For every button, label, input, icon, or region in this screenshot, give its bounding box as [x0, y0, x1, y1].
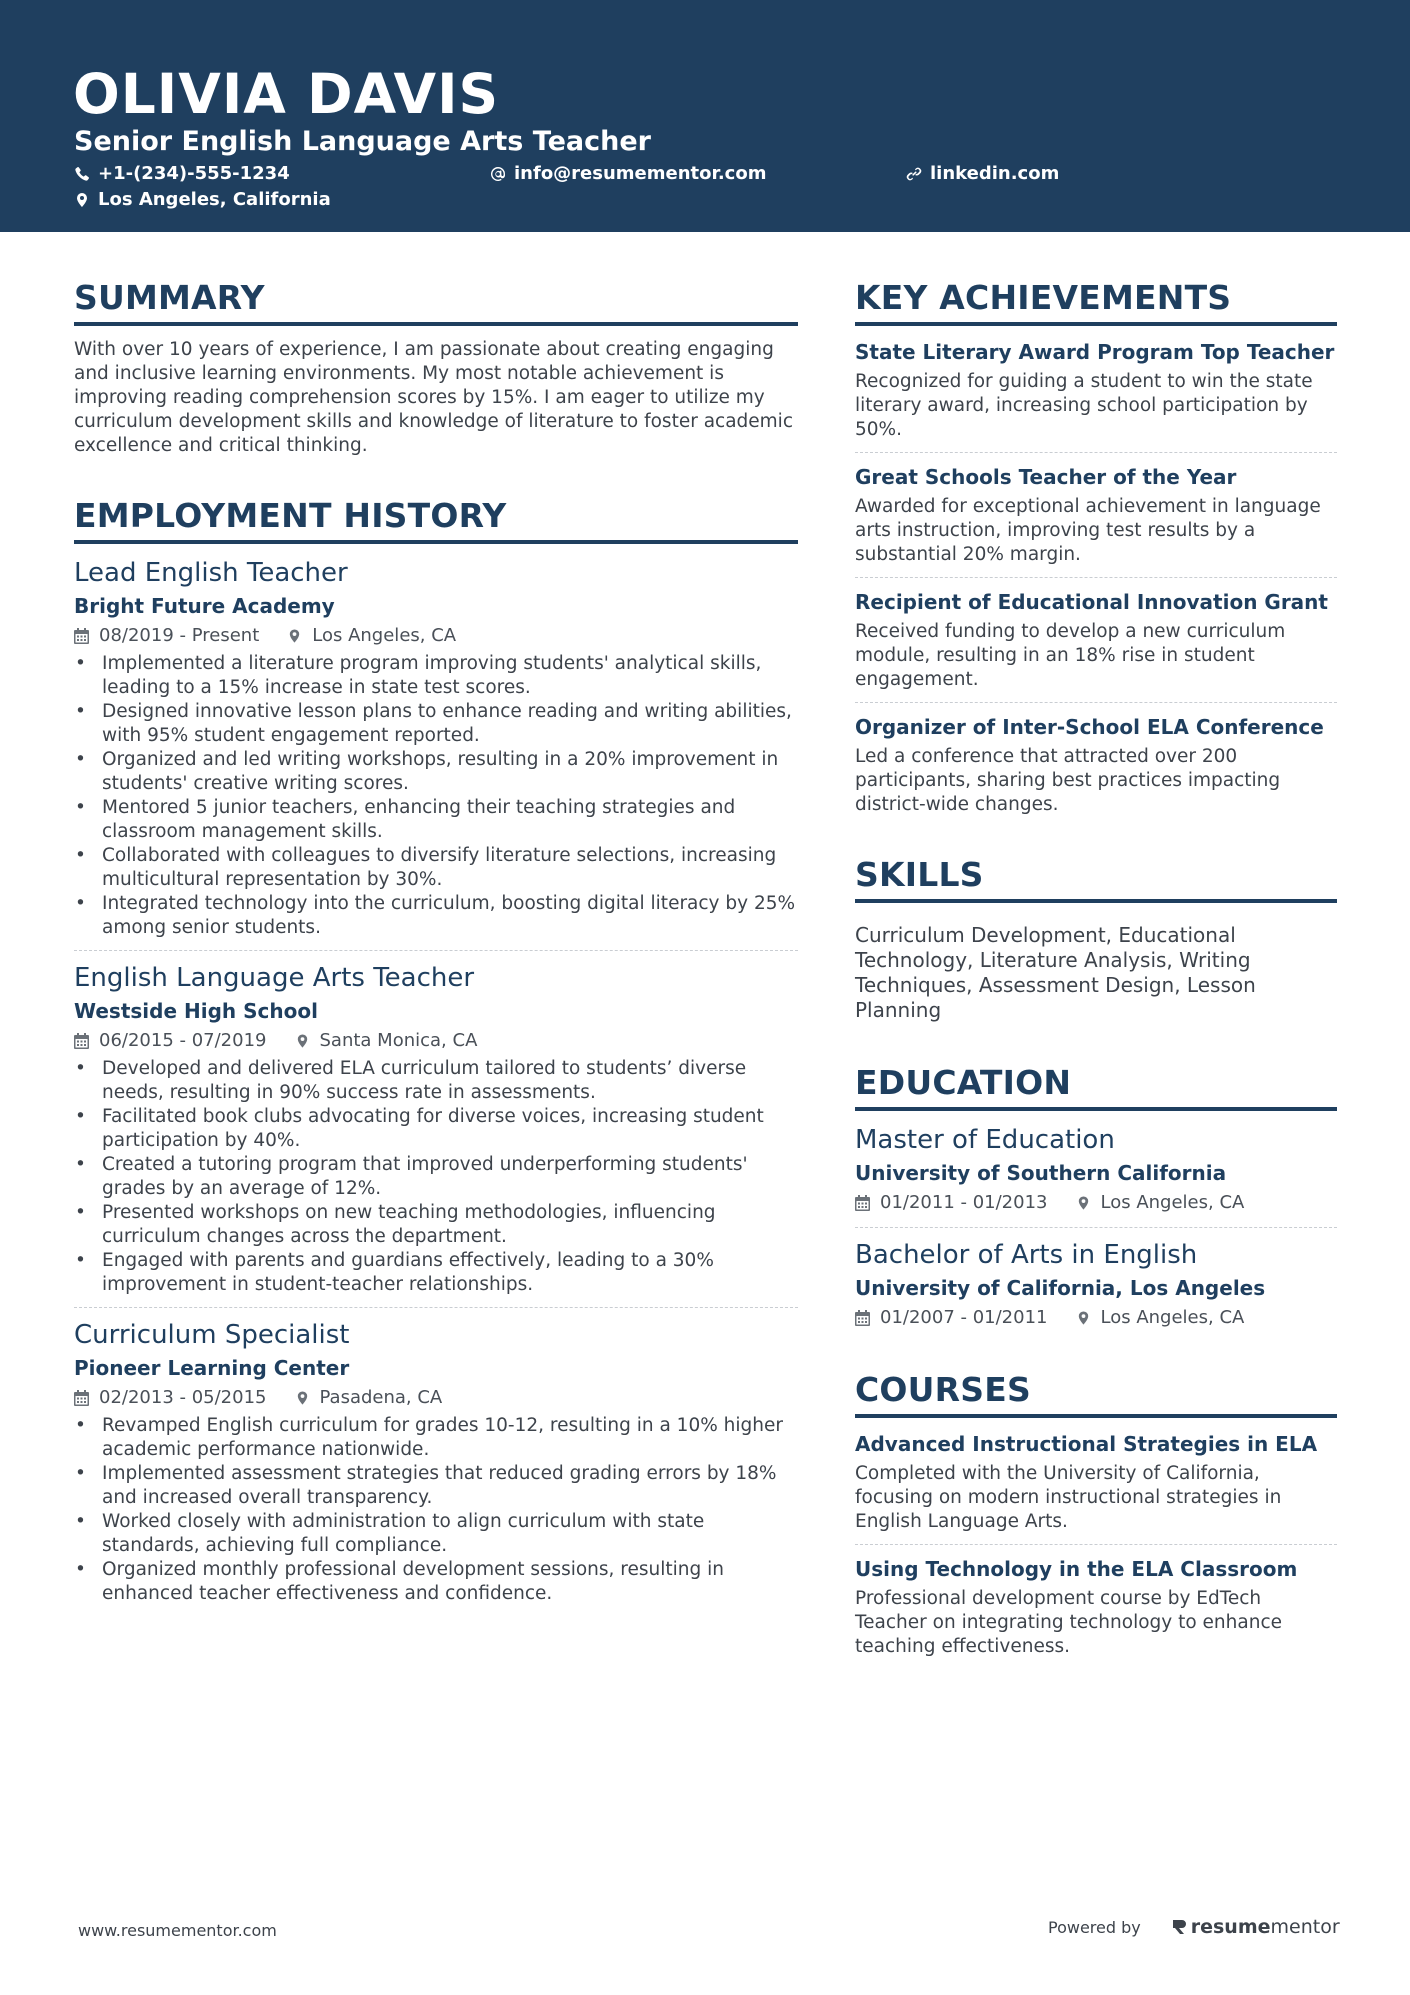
- job-location: Los Angeles, CA: [312, 625, 457, 646]
- education-dates: 01/2011 - 01/2013: [880, 1192, 1048, 1213]
- education-list: [855, 1123, 1337, 1332]
- summary-text: With over 10 years of experience, I am passionate about creating engaging and inclusive learning environments. My most notable achievement is improving reading comprehension scores by 15%. I am eager to utilize my curriculum development skills and knowledge of literature to foster academic excellence and critical thinking.: [74, 339, 793, 456]
- calendar-icon: [74, 628, 89, 644]
- job-meta: [74, 1384, 798, 1412]
- employment-section: [74, 494, 798, 1606]
- calendar-icon: [74, 1390, 89, 1406]
- education-section: [855, 1061, 1337, 1332]
- divider: [855, 577, 1337, 578]
- achievement-desc: Recognized for guiding a student to win the state literary award, increasing school participation by 50%.: [855, 371, 1313, 440]
- school: University of Southern California: [855, 1161, 1227, 1185]
- location-pin-icon: [295, 1390, 310, 1406]
- job-title: Curriculum Specialist: [74, 1320, 350, 1350]
- course-desc: Completed with the University of California, focusing on modern instructional strategies in English Language Arts.: [855, 1463, 1282, 1532]
- left-column: [74, 276, 798, 1606]
- job-dates: 02/2013 - 05/2015: [99, 1387, 267, 1408]
- job-title: English Language Arts Teacher: [74, 963, 475, 993]
- job-dates: 06/2015 - 07/2019: [99, 1030, 267, 1051]
- education-meta: [855, 1189, 1337, 1217]
- achievements-heading: KEY ACHIEVEMENTS: [855, 276, 1337, 326]
- skills-text: Curriculum Development, Educational Technology, Literature Analysis, Writing Techniques, Assessment Design, Lesson Planning: [855, 923, 1256, 1022]
- job-bullet: • Facilitated book clubs advocating for diverse voices, increasing student participation by 40%.: [74, 1105, 798, 1153]
- linkedin-text[interactable]: linkedin.com: [930, 163, 1060, 184]
- course-desc: Professional development course by EdTech Teacher on integrating technology to enhance teaching effectiveness.: [855, 1588, 1282, 1657]
- job-bullet: • Organized monthly professional development sessions, resulting in enhanced teacher effectiveness and confidence.: [74, 1558, 798, 1606]
- achievement-title: Great Schools Teacher of the Year: [855, 465, 1237, 489]
- powered-by-text: Powered by: [1048, 1917, 1141, 1937]
- job-company: Pioneer Learning Center: [74, 1356, 350, 1380]
- job-bullet: • Created a tutoring program that improved underperforming students' grades by an average of 12%.: [74, 1153, 798, 1201]
- job-location: Santa Monica, CA: [319, 1030, 478, 1051]
- at-icon: [490, 166, 506, 182]
- calendar-icon: [74, 1033, 89, 1049]
- summary-heading: SUMMARY: [74, 276, 798, 326]
- job-bullet: • Developed and delivered ELA curriculum tailored to students’ diverse needs, resulting in 90% success rate in assessments.: [74, 1057, 798, 1105]
- phone-text: +1-(234)-555-1234: [98, 163, 290, 184]
- courses-heading: COURSES: [855, 1368, 1337, 1418]
- job-location: Pasadena, CA: [319, 1387, 443, 1408]
- right-column: [855, 276, 1337, 1659]
- achievement-item: [855, 463, 1337, 567]
- candidate-name: OLIVIA DAVIS: [73, 62, 500, 126]
- achievement-title: Organizer of Inter-School ELA Conference: [855, 715, 1324, 739]
- job-bullet: • Collaborated with colleagues to diversify literature selections, increasing multicultural representation by 30%.: [74, 844, 798, 892]
- footer-powered: [1048, 1916, 1340, 1938]
- location-pin-icon: [287, 628, 302, 644]
- resumementor-logo[interactable]: [1171, 1916, 1340, 1938]
- logo-mark-icon: [1171, 1918, 1187, 1936]
- achievement-list: [855, 338, 1337, 817]
- location-pin-icon: [74, 192, 90, 208]
- job-bullet: • Integrated technology into the curriculum, boosting digital literacy by 25% among senior students.: [74, 892, 798, 940]
- job-bullets: [74, 1414, 798, 1606]
- job-list: [74, 556, 798, 1606]
- achievements-section: [855, 276, 1337, 817]
- divider: [855, 702, 1337, 703]
- courses-section: [855, 1368, 1337, 1659]
- footer-website[interactable]: www.resumementor.com: [78, 1921, 277, 1940]
- course-list: [855, 1430, 1337, 1659]
- job-company: Bright Future Academy: [74, 594, 335, 618]
- job-company: Westside High School: [74, 999, 318, 1023]
- link-icon: [906, 166, 922, 182]
- contact-email[interactable]: [490, 162, 766, 186]
- achievement-item: [855, 588, 1337, 692]
- job-entry: [74, 556, 798, 940]
- employment-heading: EMPLOYMENT HISTORY: [74, 494, 798, 544]
- job-title: Lead English Teacher: [74, 558, 348, 588]
- job-bullets: [74, 652, 798, 940]
- course-item: [855, 1555, 1337, 1659]
- course-title: Advanced Instructional Strategies in ELA: [855, 1432, 1318, 1456]
- candidate-title: Senior English Language Arts Teacher: [74, 126, 651, 157]
- location-pin-icon: [295, 1033, 310, 1049]
- logo-word-bold: resume: [1190, 1916, 1271, 1938]
- skills-section: [855, 853, 1337, 1023]
- job-entry: [74, 1318, 798, 1606]
- achievement-item: [855, 338, 1337, 442]
- achievement-item: [855, 713, 1337, 817]
- job-bullets: [74, 1057, 798, 1297]
- education-item: [855, 1238, 1337, 1332]
- job-meta: [74, 622, 798, 650]
- summary-section: [74, 276, 798, 458]
- contact-linkedin[interactable]: [906, 162, 1059, 186]
- job-bullet: • Implemented assessment strategies that reduced grading errors by 18% and increased overall transparency.: [74, 1462, 798, 1510]
- degree: Master of Education: [855, 1125, 1115, 1155]
- achievement-title: State Literary Award Program Top Teacher: [855, 340, 1335, 364]
- job-bullet: • Revamped English curriculum for grades 10-12, resulting in a 10% higher academic performance nationwide.: [74, 1414, 798, 1462]
- course-title: Using Technology in the ELA Classroom: [855, 1557, 1298, 1581]
- logo-word-light: mentor: [1270, 1916, 1340, 1938]
- divider: [855, 452, 1337, 453]
- education-heading: EDUCATION: [855, 1061, 1337, 1111]
- email-text[interactable]: info@resumementor.com: [514, 163, 767, 184]
- phone-icon: [74, 166, 90, 182]
- achievement-desc: Received funding to develop a new curriculum module, resulting in an 18% rise in student engagement.: [855, 621, 1286, 690]
- location-text: Los Angeles, California: [98, 189, 331, 210]
- divider: [855, 1544, 1337, 1545]
- job-bullet: • Implemented a literature program improving students' analytical skills, leading to a 15% increase in state test scores.: [74, 652, 798, 700]
- contact-location: [74, 188, 331, 212]
- job-bullet: • Organized and led writing workshops, resulting in a 20% improvement in students' creative writing scores.: [74, 748, 798, 796]
- school: University of California, Los Angeles: [855, 1276, 1266, 1300]
- divider: [855, 1227, 1337, 1228]
- education-location: Los Angeles, CA: [1100, 1192, 1245, 1213]
- achievement-desc: Awarded for exceptional achievement in language arts instruction, improving test results by a substantial 20% margin.: [855, 496, 1321, 565]
- divider: [74, 1307, 798, 1308]
- education-dates: 01/2007 - 01/2011: [880, 1307, 1048, 1328]
- achievement-title: Recipient of Educational Innovation Grant: [855, 590, 1328, 614]
- course-item: [855, 1430, 1337, 1534]
- job-dates: 08/2019 - Present: [99, 625, 260, 646]
- education-meta: [855, 1304, 1337, 1332]
- job-entry: [74, 961, 798, 1297]
- job-bullet: • Mentored 5 junior teachers, enhancing their teaching strategies and classroom management skills.: [74, 796, 798, 844]
- calendar-icon: [855, 1195, 870, 1211]
- resume-header: [0, 0, 1410, 232]
- education-item: [855, 1123, 1337, 1217]
- job-bullet: • Designed innovative lesson plans to enhance reading and writing abilities, with 95% student engagement reported.: [74, 700, 798, 748]
- calendar-icon: [855, 1310, 870, 1326]
- degree: Bachelor of Arts in English: [855, 1240, 1198, 1270]
- job-meta: [74, 1027, 798, 1055]
- location-pin-icon: [1076, 1310, 1091, 1326]
- education-location: Los Angeles, CA: [1100, 1307, 1245, 1328]
- job-bullet: • Worked closely with administration to align curriculum with state standards, achieving full compliance.: [74, 1510, 798, 1558]
- divider: [74, 950, 798, 951]
- skills-heading: SKILLS: [855, 853, 1337, 903]
- location-pin-icon: [1076, 1195, 1091, 1211]
- job-bullet: • Presented workshops on new teaching methodologies, influencing curriculum changes across the department.: [74, 1201, 798, 1249]
- contact-phone: [74, 162, 290, 186]
- achievement-desc: Led a conference that attracted over 200 participants, sharing best practices impacting district-wide changes.: [855, 746, 1281, 815]
- job-bullet: • Engaged with parents and guardians effectively, leading to a 30% improvement in student-teacher relationships.: [74, 1249, 798, 1297]
